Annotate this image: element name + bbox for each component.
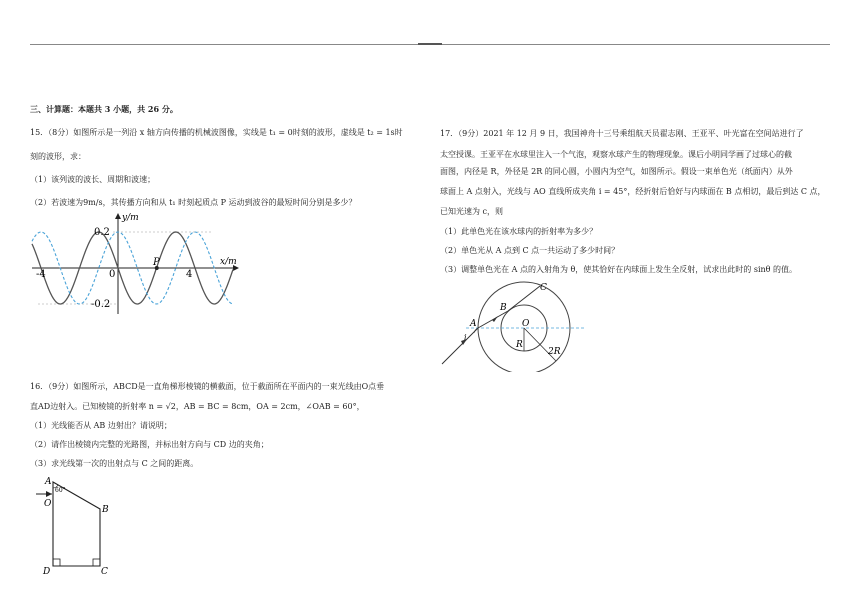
q15-line2: 刻的波形，求： [30,152,86,161]
q16-line1: 16．（9分）如图所示，ABCD是一直角梯形棱镜的横截面，位于截面所在平面内的一束光线由O点垂 [30,382,385,391]
q15-sub2: （2）若波速为9m/s，其传播方向和从 t₁ 时刻起质点 P 运动到波谷的最短时间分别是多少？ [30,198,357,207]
q17-sub3: （3）调整单色光在 A 点的入射角为 θ，使其恰好在内球面上发生全反射，试求出此时的 sinθ 的值。 [440,265,798,274]
label-2r: 2R [548,347,561,357]
q17-sub2: （2）单色光从 A 点到 C 点一共运动了多少时间？ [440,246,620,255]
tick-positive: 0.2 [94,227,110,238]
label-angle: 60° [55,487,66,494]
label-o: O [522,319,530,329]
q17-sub1: （1）此单色光在该水球内的折射率为多少？ [440,227,598,236]
y-axis-label: y/m [122,213,139,223]
x-axis-label: x/m [220,257,237,267]
label-d: D [43,567,51,577]
q16-sub2: （2）请作出棱镜内完整的光路图，并标出射方向与 CD 边的夹角； [30,440,269,449]
q16-sub1: （1）光线能否从 AB 边射出？请说明； [30,421,172,430]
label-r: R [516,340,523,350]
arrow-icon [46,491,52,497]
q16-line2: 直AD边射入。已知棱镜的折射率 n = √2，AB = BC = 8cm，OA = 2cm，∠OAB = 60°， [30,402,365,411]
sphere-figure [436,280,596,372]
point-p-label: P [153,257,160,268]
tick-negative: -0.2 [91,299,111,310]
label-i: i [464,333,467,342]
q17-line4: 球面上 A 点射入，光线与 AO 直线所成夹角 i = 45°，经折射后恰好与内球面在 B 点相切，最后到达 C 点， [440,187,826,196]
tick-4: 4 [186,269,193,280]
q17-line5: 已知光速为 c，则 [440,207,504,216]
q16-sub3: （3）求光线第一次的出射点与 C 之间的距离。 [30,459,199,468]
right-angle-c [93,559,100,566]
wave-figure [28,210,250,320]
section-heading: 三、计算题：本题共 3 小题，共 26 分。 [30,104,178,114]
prism-outline [53,482,100,566]
q17-line2: 太空授课。王亚平在水球里注入一个气泡，观察水球产生的物理现象。课后小明同学画了过球心的截 [440,150,792,159]
q17-line1: 17．（9分）2021 年 12 月 9 日，我国神舟十三号乘组航天员翟志刚、王亚平、叶光富在空间站进行了 [440,129,804,138]
prism-figure [32,474,122,579]
label-a: A [45,477,52,487]
tick-zero: 0 [109,269,116,280]
q17-line3: 面图，内径是 R，外径是 2R 的同心圆，小圆内为空气，如图所示。假设一束单色光（纸面内）从外 [440,167,793,176]
q15-line1: 15．（8分）如图所示是一列沿 x 轴方向传播的机械波图像，实线是 t₁ = 0时刻的波形，虚线是 t₂ = 1s时 [30,128,403,137]
label-o: O [44,499,52,509]
label-a: A [470,319,477,329]
right-angle-d [53,559,60,566]
header-mark [418,43,442,45]
q15-sub1: （1）该列波的波长、周期和波速； [30,175,156,184]
label-c: C [101,567,108,577]
ray-bc [508,286,540,311]
label-b: B [102,505,109,515]
label-c: C [540,283,547,293]
tick-minus-4: -4 [36,269,46,280]
label-b: B [500,303,507,313]
incident-ray [442,328,478,364]
